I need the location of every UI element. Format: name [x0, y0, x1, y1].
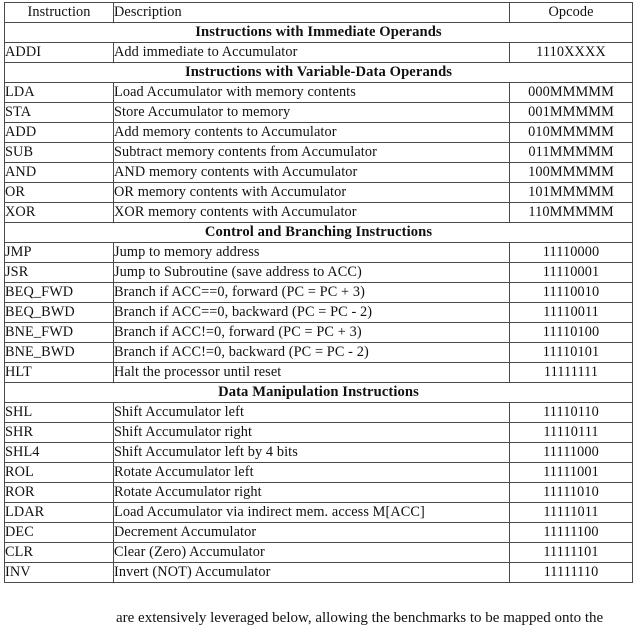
cell-opcode: 11111100 — [510, 523, 633, 543]
cell-instruction: CLR — [5, 543, 114, 563]
cell-opcode: 11111001 — [510, 463, 633, 483]
cell-description: Rotate Accumulator right — [114, 483, 510, 503]
cell-opcode: 100MMMMM — [510, 163, 633, 183]
cell-description: Jump to Subroutine (save address to ACC) — [114, 263, 510, 283]
cell-opcode: 11110101 — [510, 343, 633, 363]
table-row — [5, 183, 633, 203]
table-row — [5, 263, 633, 283]
cell-instruction: JSR — [5, 263, 114, 283]
table-header — [5, 3, 633, 23]
table-section-title: Instructions with Variable-Data Operands — [5, 63, 633, 83]
table-header-row — [5, 3, 633, 23]
table-body — [5, 23, 633, 583]
cell-description: Halt the processor until reset — [114, 363, 510, 383]
cell-description: Branch if ACC!=0, forward (PC = PC + 3) — [114, 323, 510, 343]
table-section-header-row — [5, 223, 633, 243]
cell-instruction: OR — [5, 183, 114, 203]
cell-description: Shift Accumulator right — [114, 423, 510, 443]
cell-opcode: 11111111 — [510, 363, 633, 383]
cell-instruction: ROL — [5, 463, 114, 483]
cell-instruction: JMP — [5, 243, 114, 263]
cell-opcode: 11110001 — [510, 263, 633, 283]
cell-instruction: INV — [5, 563, 114, 583]
cell-opcode: 11110000 — [510, 243, 633, 263]
table-row — [5, 163, 633, 183]
cell-instruction: BNE_FWD — [5, 323, 114, 343]
cell-description: Decrement Accumulator — [114, 523, 510, 543]
table-row — [5, 443, 633, 463]
table-row — [5, 323, 633, 343]
cell-opcode: 11111011 — [510, 503, 633, 523]
cell-description: Branch if ACC!=0, backward (PC = PC - 2) — [114, 343, 510, 363]
cell-description: Load Accumulator via indirect mem. access M[ACC] — [114, 503, 510, 523]
table-row — [5, 363, 633, 383]
cell-instruction: ADDI — [5, 43, 114, 63]
cell-instruction: HLT — [5, 363, 114, 383]
cell-opcode: 110MMMMM — [510, 203, 633, 223]
cell-instruction: ADD — [5, 123, 114, 143]
cell-opcode: 011MMMMM — [510, 143, 633, 163]
body-paragraph-text: are extensively leveraged below, allowing the benchmarks to be mapped onto the — [116, 610, 604, 626]
table-section-title: Instructions with Immediate Operands — [5, 23, 633, 43]
cell-opcode: 000MMMMM — [510, 83, 633, 103]
cell-instruction: AND — [5, 163, 114, 183]
cell-description: OR memory contents with Accumulator — [114, 183, 510, 203]
table-section-header-row — [5, 23, 633, 43]
cell-description: Clear (Zero) Accumulator — [114, 543, 510, 563]
table-row — [5, 423, 633, 443]
cell-instruction: SHR — [5, 423, 114, 443]
cell-description: Branch if ACC==0, forward (PC = PC + 3) — [114, 283, 510, 303]
table-row — [5, 343, 633, 363]
cell-opcode: 11111110 — [510, 563, 633, 583]
table-row — [5, 83, 633, 103]
table-row — [5, 543, 633, 563]
column-header-opcode: Opcode — [510, 3, 633, 23]
cell-description: Jump to memory address — [114, 243, 510, 263]
table-row — [5, 103, 633, 123]
cell-opcode: 11111000 — [510, 443, 633, 463]
cell-instruction: SUB — [5, 143, 114, 163]
table-row — [5, 563, 633, 583]
cell-instruction: BEQ_FWD — [5, 283, 114, 303]
table-row — [5, 303, 633, 323]
cell-description: Add immediate to Accumulator — [114, 43, 510, 63]
cell-description: Invert (NOT) Accumulator — [114, 563, 510, 583]
cell-description: Shift Accumulator left by 4 bits — [114, 443, 510, 463]
cell-description: Add memory contents to Accumulator — [114, 123, 510, 143]
table-row — [5, 483, 633, 503]
table-row — [5, 43, 633, 63]
cell-description: AND memory contents with Accumulator — [114, 163, 510, 183]
table-section-title: Data Manipulation Instructions — [5, 383, 633, 403]
cell-opcode: 11110111 — [510, 423, 633, 443]
cell-description: Store Accumulator to memory — [114, 103, 510, 123]
cell-opcode: 1110XXXX — [510, 43, 633, 63]
column-header-description: Description — [114, 3, 510, 23]
table-row — [5, 463, 633, 483]
cell-instruction: ROR — [5, 483, 114, 503]
cell-description: Branch if ACC==0, backward (PC = PC - 2) — [114, 303, 510, 323]
table-section-title: Control and Branching Instructions — [5, 223, 633, 243]
cell-description: Subtract memory contents from Accumulator — [114, 143, 510, 163]
cell-opcode: 11110010 — [510, 283, 633, 303]
cell-instruction: LDA — [5, 83, 114, 103]
cell-opcode: 11111010 — [510, 483, 633, 503]
cell-instruction: SHL4 — [5, 443, 114, 463]
cell-description: Rotate Accumulator left — [114, 463, 510, 483]
table-row — [5, 203, 633, 223]
cell-instruction: XOR — [5, 203, 114, 223]
table-row — [5, 523, 633, 543]
body-paragraph-fragment — [4, 609, 632, 627]
table-row — [5, 403, 633, 423]
cell-opcode: 001MMMMM — [510, 103, 633, 123]
instruction-set-table — [4, 2, 633, 583]
table-section-header-row — [5, 63, 633, 83]
cell-opcode: 11110011 — [510, 303, 633, 323]
table-row — [5, 143, 633, 163]
cell-instruction: LDAR — [5, 503, 114, 523]
cell-opcode: 11111101 — [510, 543, 633, 563]
cell-instruction: DEC — [5, 523, 114, 543]
cell-description: Shift Accumulator left — [114, 403, 510, 423]
cell-description: XOR memory contents with Accumulator — [114, 203, 510, 223]
cell-instruction: SHL — [5, 403, 114, 423]
cell-opcode: 010MMMMM — [510, 123, 633, 143]
cell-instruction: STA — [5, 103, 114, 123]
cell-opcode: 101MMMMM — [510, 183, 633, 203]
table-row — [5, 243, 633, 263]
cell-opcode: 11110110 — [510, 403, 633, 423]
table-section-header-row — [5, 383, 633, 403]
table-row — [5, 503, 633, 523]
cell-description: Load Accumulator with memory contents — [114, 83, 510, 103]
table-row — [5, 283, 633, 303]
cell-instruction: BEQ_BWD — [5, 303, 114, 323]
cell-instruction: BNE_BWD — [5, 343, 114, 363]
column-header-instruction: Instruction — [5, 3, 114, 23]
table-row — [5, 123, 633, 143]
cell-opcode: 11110100 — [510, 323, 633, 343]
